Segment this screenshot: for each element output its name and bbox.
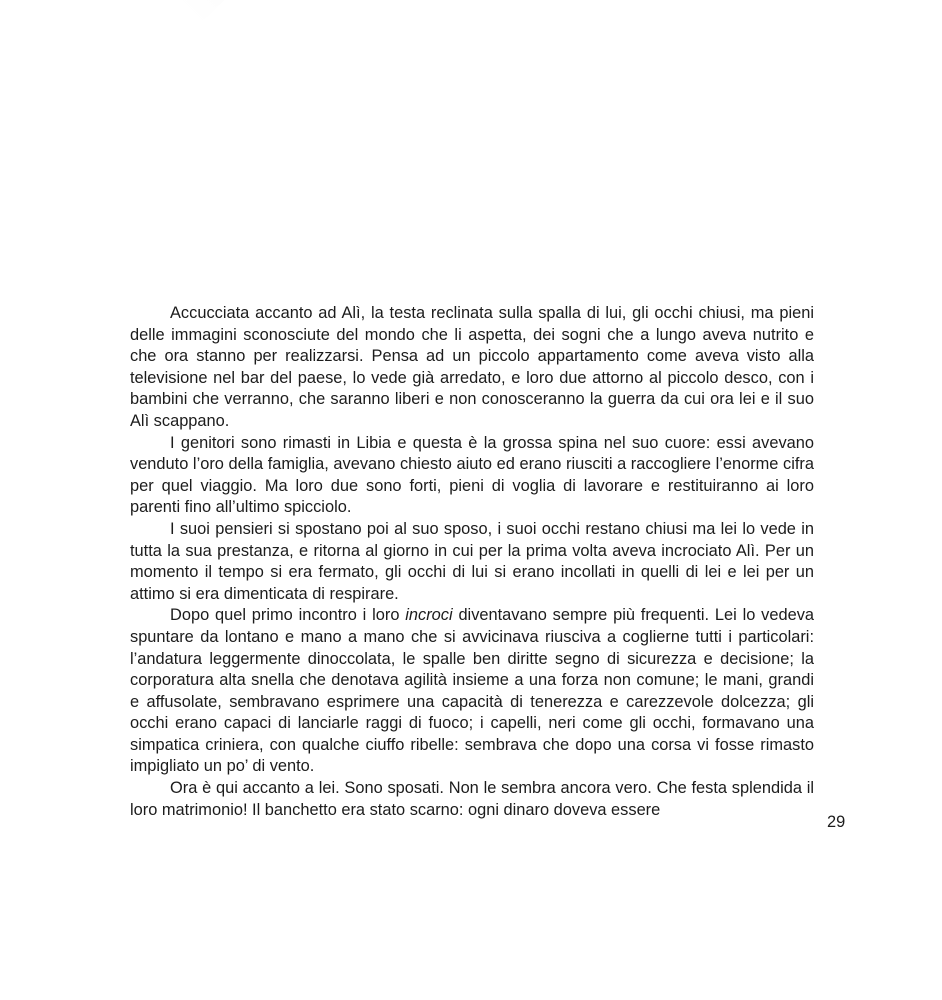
paragraph-4 bbox=[130, 605, 814, 778]
page-number: 29 bbox=[827, 813, 846, 831]
paragraph-1: Accucciata accanto ad Alì, la testa reclinata sulla spalla di lui, gli occhi chiusi, ma pieni delle immagini sconosciute del mondo che li aspetta, dei sogni che a lungo aveva nutrito e che ora stanno per realizzarsi. Pensa ad un piccolo appartamento come aveva visto alla televisione nel bar del paese, lo vede già arredato, e loro due attorno al piccolo desco, con i bambini che verranno, che saranno liberi e non conosceranno la guerra da cui ora lei e il suo Alì scappano. bbox=[130, 304, 814, 430]
paragraph-4-italic-word: incroci bbox=[405, 606, 453, 625]
banner-text-group bbox=[139, 0, 649, 28]
paragraph-2: I genitori sono rimasti in Libia e questa è la grossa spina nel suo cuore: essi avevano venduto l’oro della famiglia, avevano chiesto aiuto ed erano riusciti a raccogliere l’enorme cifra per quel viaggio. Ma loro due sono forti, pieni di voglia di lavorare e restituiranno ai loro parenti fino all’ultimo spicciolo. bbox=[130, 433, 814, 517]
banner-band-shape bbox=[133, 0, 643, 24]
paragraph-4-text-before: Dopo quel primo incontro i loro bbox=[170, 606, 406, 625]
body-text-column bbox=[130, 303, 814, 821]
header-banner bbox=[0, 0, 942, 300]
paragraph-5: Ora è qui accanto a lei. Sono sposati. Non le sembra ancora vero. Che festa splendida il loro matrimonio! Il banchetto era stato scarno: ogni dinaro doveva essere bbox=[130, 779, 814, 819]
paragraph-3: I suoi pensieri si spostano poi al suo sposo, i suoi occhi restano chiusi ma lei lo vede in tutta la sua prestanza, e ritorna al giorno in cui per la prima volta aveva incrociato Alì. Per un momento il tempo si era fermato, gli occhi di lui si erano incollati in quelli di lei e lei per un attimo si era dimenticata di respirare. bbox=[130, 519, 814, 603]
paragraph-4-text-after: diventavano sempre più frequenti. Lei lo vedeva spuntare da lontano e mano a mano che si avvicinava riusciva a coglierne tutti i particolari: l’andatura leggermente dinoccolata, le spalle ben diritte segno di sicurezza e decisione; la corporatura alta snella che denotava agilità insieme a una forza non comune; le mani, grandi e affusolate, sembravano esprimere una capacità di tenerezza e carezzevole dolcezza; gli occhi erano capaci di lanciarle raggi di fuoco; i capelli, neri come gli occhi, formavano una simpatica criniera, con qualche ciuffo ribelle: sembrava che dopo una corsa vi fosse rimasto impigliato un po’ di vento. bbox=[130, 606, 815, 776]
